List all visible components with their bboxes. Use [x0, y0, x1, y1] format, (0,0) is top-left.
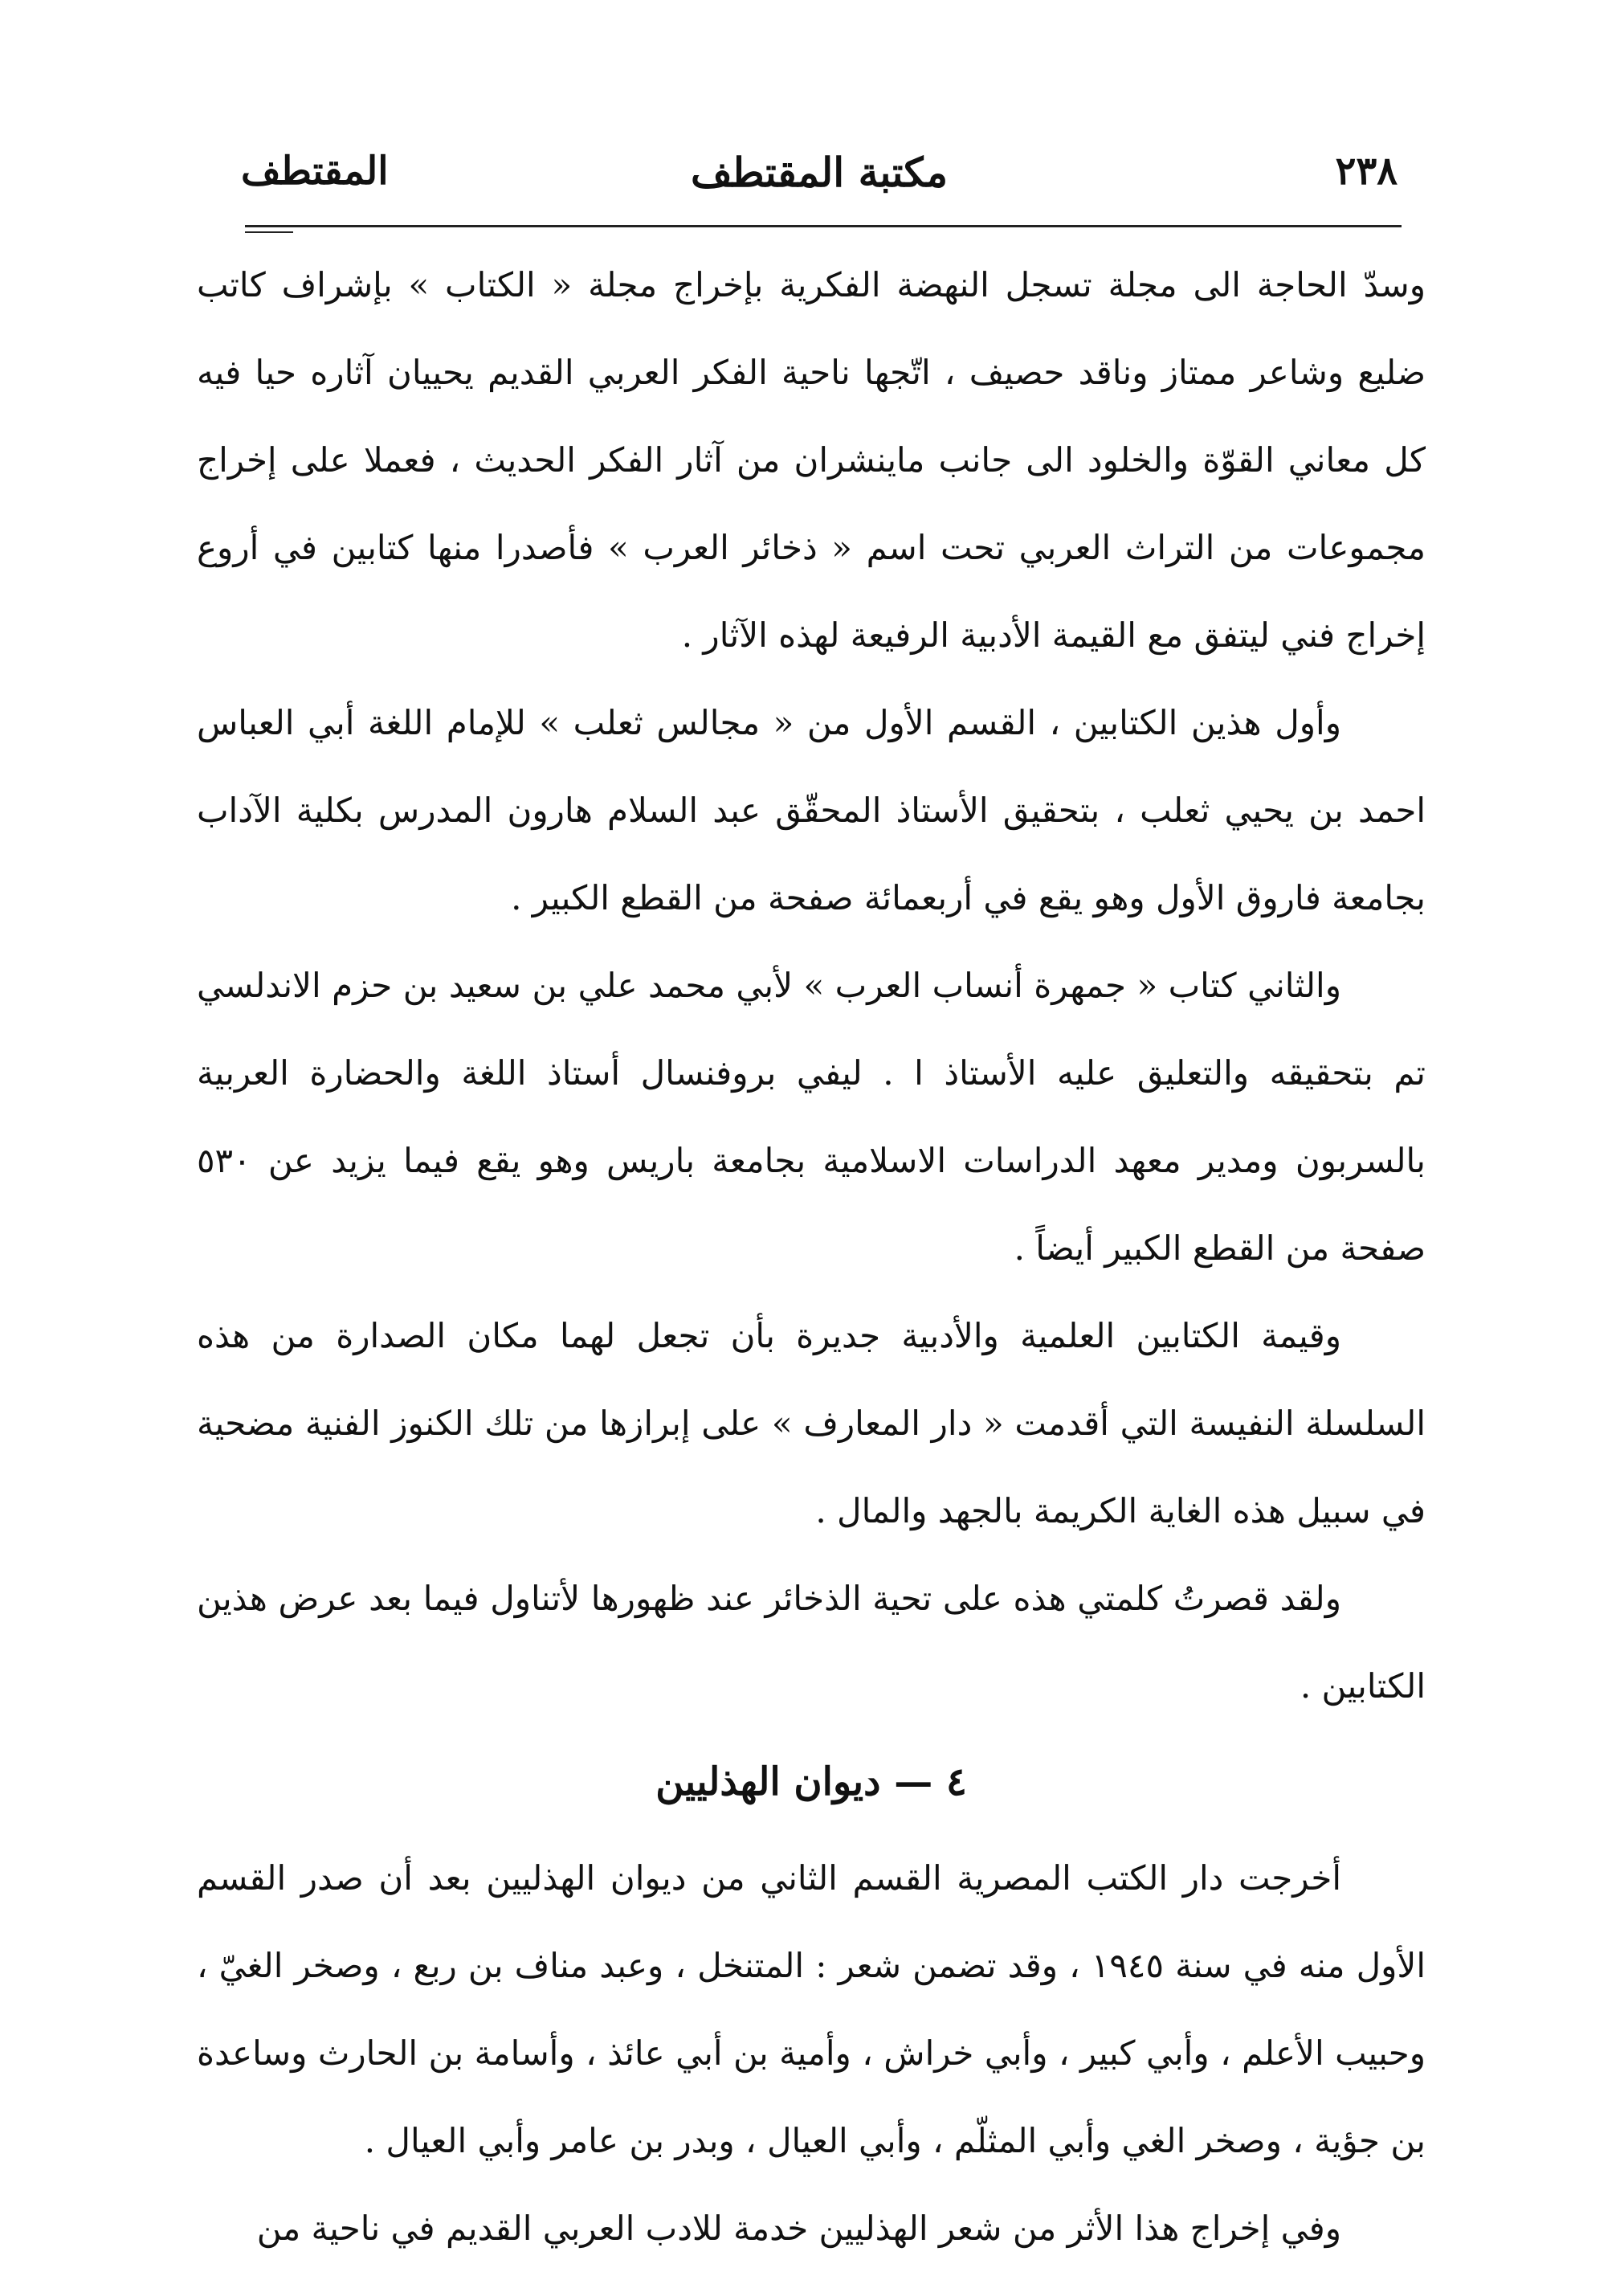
- section-heading: ٤ — ديوان الهذليين: [655, 1759, 967, 1804]
- page-number: ٢٣٨: [1335, 149, 1398, 194]
- journal-name: المقتطف: [241, 149, 389, 194]
- paragraph: والثاني كتاب « جمهرة أنساب العرب » لأبي محمد علي بن سعيد بن حزم الاندلسي تم بتحقيقه والتعليق عليه الأستاذ ا . ليفي بروفنسال أستاذ اللغة والحضارة العربية بالسربون ومدير معهد الدراسات الاسلامية بجامعة باريس وهو يقع فيما يزيد عن ٥٣٠ صفحة من القطع الكبير أيضاً .: [197, 966, 1426, 1268]
- paragraph: ولقد قصرتُ كلمتي هذه على تحية الذخائر عند ظهورها لأتناول فيما بعد عرض هذين الكتابين .: [197, 1579, 1426, 1706]
- paragraph: وسدّ الحاجة الى مجلة تسجل النهضة الفكرية بإخراج مجلة « الكتاب » بإشراف كاتب ضليع وشاعر ممتاز وناقد حصيف ، اتّجها ناحية الفكر العربي القديم يحييان آثاره حيا فيه كل معاني القوّة والخلود الى جانب ماينشران من آثار الفكر الحديث ، فعملا على إخراج مجموعات من التراث العربي تحت اسم « ذخائر العرب » فأصدرا منها كتابين في أروع إخراج فني ليتفق مع القيمة الأدبية الرفيعة لهذه الآثار .: [197, 265, 1426, 655]
- running-header: [241, 149, 1398, 213]
- paragraph: وقيمة الكتابين العلمية والأدبية جديرة بأن تجعل لهما مكان الصدارة من هذه السلسلة النفيسة التي أقدمت « دار المعارف » على إبرازها من تلك الكنوز الفنية مضحية في سبيل هذه الغاية الكريمة بالجهد والمال .: [197, 1316, 1426, 1530]
- section-title: مكتبة المقتطف: [691, 149, 948, 196]
- header-rule: [245, 225, 1402, 227]
- paragraph: وفي إخراج هذا الأثر من شعر الهذليين خدمة للادب العربي القديم في ناحية من: [256, 2209, 1341, 2248]
- paragraph: وأول هذين الكتابين ، القسم الأول من « مجالس ثعلب » للإمام اللغة أبي العباس احمد بن يحيي ثعلب ، بتحقيق الأستاذ المحقّق عبد السلام هارون المدرس بكلية الآداب بجامعة فاروق الأول وهو يقع في أربعمائة صفحة من القطع الكبير .: [197, 703, 1426, 917]
- paragraph: أخرجت دار الكتب المصرية القسم الثاني من ديوان الهذليين بعد أن صدر القسم الأول منه في سنة ١٩٤٥ ، وقد تضمن شعر : المتنخل ، وعبد مناف بن ربع ، وصخر الغيّ ، وحبيب الأعلم ، وأبي كبير ، وأبي خراش ، وأمية بن أبي عائذ ، وأسامة بن الحارث وساعدة بن جؤية ، وصخر الغي وأبي المثلّم ، وأبي العيال ، وبدر بن عامر وأبي العيال .: [197, 1858, 1426, 2160]
- header-rule-mark: [245, 231, 293, 233]
- page-body: [197, 241, 1426, 2272]
